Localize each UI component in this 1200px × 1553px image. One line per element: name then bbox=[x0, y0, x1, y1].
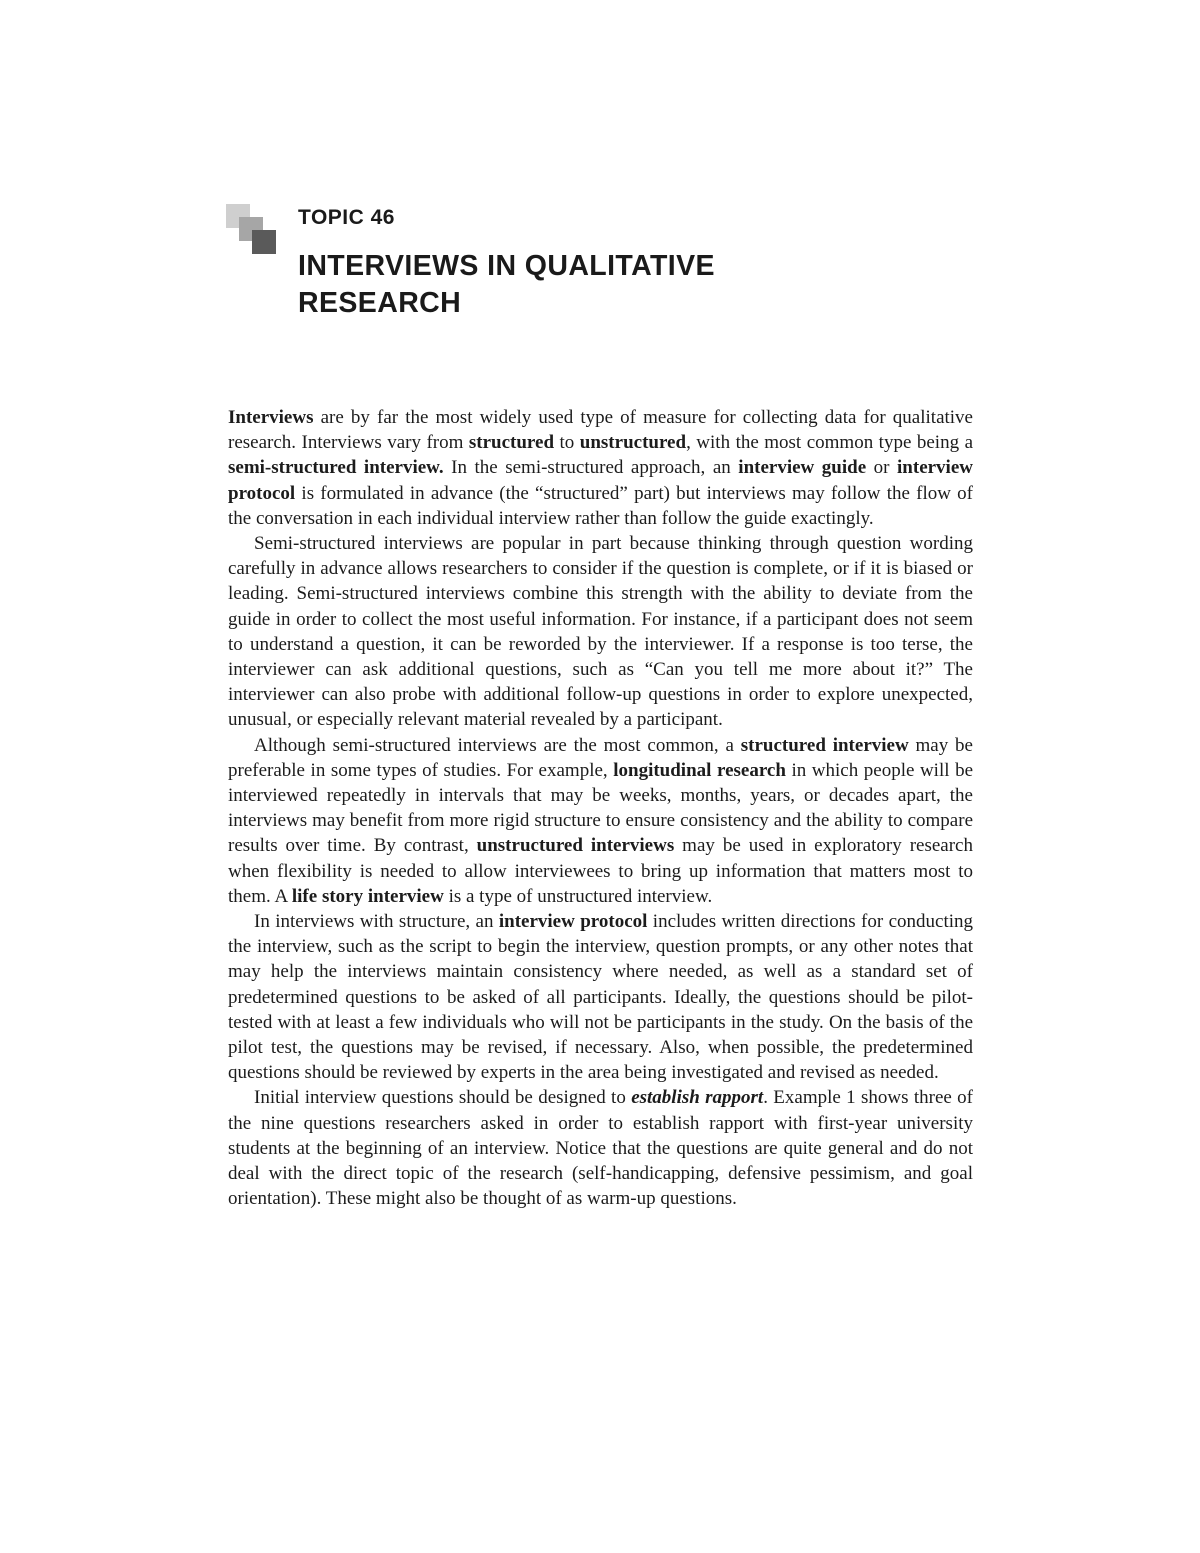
paragraph-5 bbox=[228, 1085, 973, 1211]
paragraph-1 bbox=[228, 405, 973, 531]
text-run: to bbox=[554, 432, 580, 454]
key-term: life story interview bbox=[291, 885, 444, 907]
key-term: unstructured bbox=[579, 432, 687, 454]
text-run: . Example 1 shows three of the nine questions researchers asked in order to establish rapport with first-year university students at the beginning of an interview. Notice that the questions are quite general and do not deal with the direct topic of the research (self-handicapping, defensive pessimism, and goal orientation). These might also be thought of as warm-up questions. bbox=[228, 1087, 973, 1210]
key-term: structured interview bbox=[740, 734, 909, 756]
text-run: includes written directions for conducting the interview, such as the script to begin the interview, question prompts, or any other notes that may help the interviews maintain consistency where needed, as well as a standard set of predetermined questions to be asked of all participants. Ideally, the questions should be pilot-tested with at least a few individuals who will not be participants in the study. On the basis of the pilot test, the questions may be revised, if necessary. Also, when possible, the predetermined questions should be reviewed by experts in the area being investigated and revised as needed. bbox=[228, 911, 974, 1084]
text-run: or bbox=[866, 457, 898, 479]
text-run: Semi-structured interviews are popular in part because thinking through question wording carefully in advance allows researchers to consider if the question is complete, or if it is biased or leading. Semi-structured interviews combine this strength with the ability to deviate from the guide in order to collect the most useful information. For instance, if a participant does not seem to understand a question, it can be reworded by the interviewer. If a response is too terse, the interviewer can ask additional questions, such as “Can you tell me more about it?” The interviewer can also probe with additional follow-up questions in order to explore unexpected, unusual, or especially relevant material revealed by a participant. bbox=[228, 533, 973, 731]
text-run: Although semi-structured interviews are the most common, a bbox=[254, 734, 741, 756]
text-run: are by far the most widely used type of measure for collecting data for qualitative research. Interviews vary from bbox=[228, 407, 973, 454]
text-run: is a type of unstructured interview. bbox=[443, 885, 713, 907]
body-text bbox=[228, 405, 973, 1212]
stacked-squares-icon bbox=[226, 204, 276, 254]
key-term: establish rapport bbox=[631, 1087, 764, 1109]
text-run: In the semi-structured approach, an bbox=[443, 457, 739, 479]
key-term: interview protocol bbox=[228, 457, 973, 504]
logo-square-dark bbox=[252, 230, 276, 254]
text-run: is formulated in advance (the “structured” part) but interviews may follow the flow of the conversation in each individual interview rather than follow the guide exactingly. bbox=[228, 482, 973, 529]
text-run: may be used in exploratory research when flexibility is needed to allow interviewees to bring up information that matters most to them. A bbox=[228, 835, 973, 907]
text-run: , with the most common type being a bbox=[686, 432, 974, 454]
key-term: structured bbox=[468, 432, 555, 454]
text-run: Initial interview questions should be designed to bbox=[254, 1087, 632, 1109]
topic-label: TOPIC 46 bbox=[298, 206, 395, 229]
paragraph-3 bbox=[228, 733, 973, 909]
text-run: may be preferable in some types of studies. For example, bbox=[228, 734, 973, 781]
chapter-title-line-2: RESEARCH bbox=[298, 287, 462, 319]
key-term: interview guide bbox=[738, 457, 867, 479]
key-term: unstructured interviews bbox=[476, 835, 675, 857]
text-run: in which people will be interviewed repeatedly in intervals that may be weeks, months, years, or decades apart, the interviews may benefit from more rigid structure to ensure consistency and the ability to compare results over time. By contrast, bbox=[228, 759, 973, 857]
chapter-title bbox=[298, 248, 858, 322]
key-term: longitudinal research bbox=[613, 759, 786, 781]
key-term: Interviews bbox=[228, 407, 314, 428]
text-run: In interviews with structure, an bbox=[254, 911, 499, 933]
key-term: interview protocol bbox=[498, 911, 648, 933]
chapter-title-line-1: INTERVIEWS IN QUALITATIVE bbox=[298, 250, 715, 282]
key-term: semi-structured interview. bbox=[228, 457, 444, 479]
paragraph-2 bbox=[228, 531, 973, 733]
paragraph-4 bbox=[228, 909, 973, 1085]
